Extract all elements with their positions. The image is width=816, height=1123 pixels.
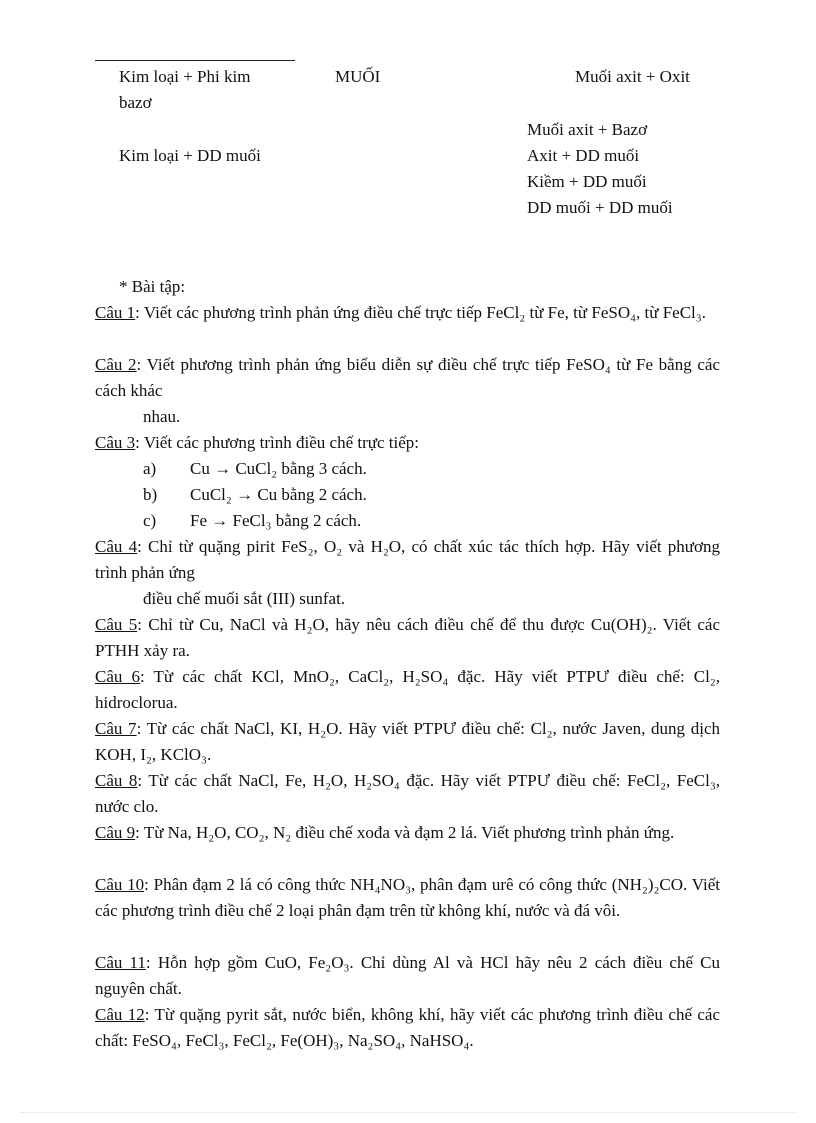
question-9-label: Câu 9 [95,823,136,842]
question-6: Câu 6: Từ các chất KCl, MnO₂, CaCl₂, H₂SO₄ đặc. Hãy viết PTPƯ điều chế: Cl₂, hidroclorua. [95,667,721,712]
item-c-text: Fe → FeCl₃ bằng 2 cách. [190,511,362,530]
question-1-text: Viết các phương trình phản ứng điều chế trực tiếp FeCl₂ từ Fe, từ FeSO₄, từ FeCl₃. [143,303,706,322]
question-3-text: Viết các phương trình điều chế trực tiếp: [143,433,419,452]
question-1: Câu 1: Viết các phương trình phản ứng điều chế trực tiếp FeCl₂ từ Fe, từ FeSO₄, từ FeCl₃. [95,303,706,322]
question-12: Câu 12: Từ quặng pyrit sắt, nước biển, không khí, hãy viết các phương trình điều chế các chất: FeSO₄, FeCl₃, FeCl₂, Fe(OH)₃, Na₂SO₄, NaHSO₄. [95,1005,721,1050]
scheme-right-1: Muối axit + Oxit [575,67,690,86]
question-3-label: Câu 3 [95,433,136,452]
section-title-text: * Bài tập: [119,277,186,296]
question-2-label: Câu 2 [95,355,137,374]
item-a-text: Cu → CuCl₂ bằng 3 cách. [190,459,367,478]
question-4-text: Chỉ từ quặng pirit FeS₂, O₂ và H₂O, có chất xúc tác thích hợp. Hãy viết phương trình phản ứng [95,537,720,582]
question-4-cont: điều chế muối sắt (III) sunfat. [143,589,346,608]
question-10-text: Phân đạm 2 lá có công thức NH₄NO₃, phân đạm urê có công thức (NH₂)₂CO. Viết các phương trình điều chế 2 loại phân đạm trên từ không khí, nước và đá vôi. [95,875,720,920]
question-5-text: Chỉ từ Cu, NaCl và H₂O, hãy nêu cách điều chế để thu được Cu(OH)₂. Viết các PTHH xảy ra. [95,615,721,660]
question-12-label: Câu 12 [95,1005,145,1024]
question-9: Câu 9: Từ Na, H₂O, CO₂, N₂ điều chế xođa và đạm 2 lá. Viết phương trình phản ứng. [95,823,675,842]
question-5-label: Câu 5 [95,615,138,634]
question-2-cont: nhau. [143,407,181,426]
scheme-left-1b: bazơ [119,93,152,112]
section-title [119,274,185,300]
scheme-center: MUỐI [335,67,381,86]
question-3-item-c [143,508,361,534]
scheme-left-1: Kim loại + Phi kim [119,67,251,86]
question-11: Câu 11: Hỗn hợp gồm CuO, Fe₂O₃. Chỉ dùng Al và HCl hãy nêu 2 cách điều chế Cu nguyên chất. [95,953,720,998]
question-7-text: Từ các chất NaCl, KI, H₂O. Hãy viết PTPƯ điều chế: Cl₂, nước Javen, dung dịch KOH, I₂, KClO₃. [95,719,720,764]
question-3-item-b [143,482,367,508]
item-a-label: a) [143,459,157,478]
question-4-label: Câu 4 [95,537,138,556]
question-1-label: Câu 1 [95,303,136,322]
question-2-text: Viết phương trình phản ứng biểu diễn sự điều chế trực tiếp FeSO₄ từ Fe bằng các cách khác [95,355,720,400]
question-8: Câu 8: Từ các chất NaCl, Fe, H₂O, H₂SO₄ đặc. Hãy viết PTPƯ điều chế: FeCl₂, FeCl₃, nước clo. [95,771,720,816]
question-6-text: Từ các chất KCl, MnO₂, CaCl₂, H₂SO₄ đặc. Hãy viết PTPƯ điều chế: Cl₂, hidroclorua. [95,667,721,712]
question-5: Câu 5: Chỉ từ Cu, NaCl và H₂O, hãy nêu cách điều chế để thu được Cu(OH)₂. Viết các PTHH xảy ra. [95,615,721,660]
question-2: Câu 2: Viết phương trình phản ứng biểu diễn sự điều chế trực tiếp FeSO₄ từ Fe bằng các cách khác nhau. [95,352,720,430]
scheme-right-3: Axit + DD muối [527,146,640,165]
scheme-right-4: Kiềm + DD muối [527,172,647,191]
question-3-item-a [143,456,367,482]
item-c-label: c) [143,511,157,530]
question-7: Câu 7: Từ các chất NaCl, KI, H₂O. Hãy viết PTPƯ điều chế: Cl₂, nước Javen, dung dịch KOH, I₂, KClO₃. [95,719,720,764]
question-7-label: Câu 7 [95,719,137,738]
question-12-text: Từ quặng pyrit sắt, nước biển, không khí, hãy viết các phương trình điều chế các chất: FeSO₄, FeCl₃, FeCl₂, Fe(OH)₃, Na₂SO₄, NaHSO₄. [95,1005,721,1050]
question-3: Câu 3: Viết các phương trình điều chế trực tiếp: [95,433,419,452]
question-9-text: Từ Na, H₂O, CO₂, N₂ điều chế xođa và đạm 2 lá. Viết phương trình phản ứng. [143,823,675,842]
question-11-label: Câu 11 [95,953,146,972]
question-4: Câu 4: Chỉ từ quặng pirit FeS₂, O₂ và H₂O, có chất xúc tác thích hợp. Hãy viết phương trình phản ứng điều chế muối sắt (III) sunfat. [95,534,720,612]
top-rule [95,60,295,61]
scheme-right-5: DD muối + DD muối [527,198,673,217]
question-8-text: Từ các chất NaCl, Fe, H₂O, H₂SO₄ đặc. Hãy viết PTPƯ điều chế: FeCl₂, FeCl₃, nước clo. [95,771,720,816]
item-b-text: CuCl₂ → Cu bằng 2 cách. [190,485,367,504]
question-6-label: Câu 6 [95,667,140,686]
question-10: Câu 10: Phân đạm 2 lá có công thức NH₄NO₃, phân đạm urê có công thức (NH₂)₂CO. Viết các phương trình điều chế 2 loại phân đạm trên từ không khí, nước và đá vôi. [95,875,720,920]
question-11-text: Hỗn hợp gồm CuO, Fe₂O₃. Chỉ dùng Al và HCl hãy nêu 2 cách điều chế Cu nguyên chất. [95,953,720,998]
item-b-label: b) [143,485,158,504]
question-10-label: Câu 10 [95,875,145,894]
page-bottom-rule [20,1112,796,1113]
scheme-left-2: Kim loại + DD muối [119,146,261,165]
scheme-right-2: Muối axit + Bazơ [527,120,648,139]
question-8-label: Câu 8 [95,771,138,790]
